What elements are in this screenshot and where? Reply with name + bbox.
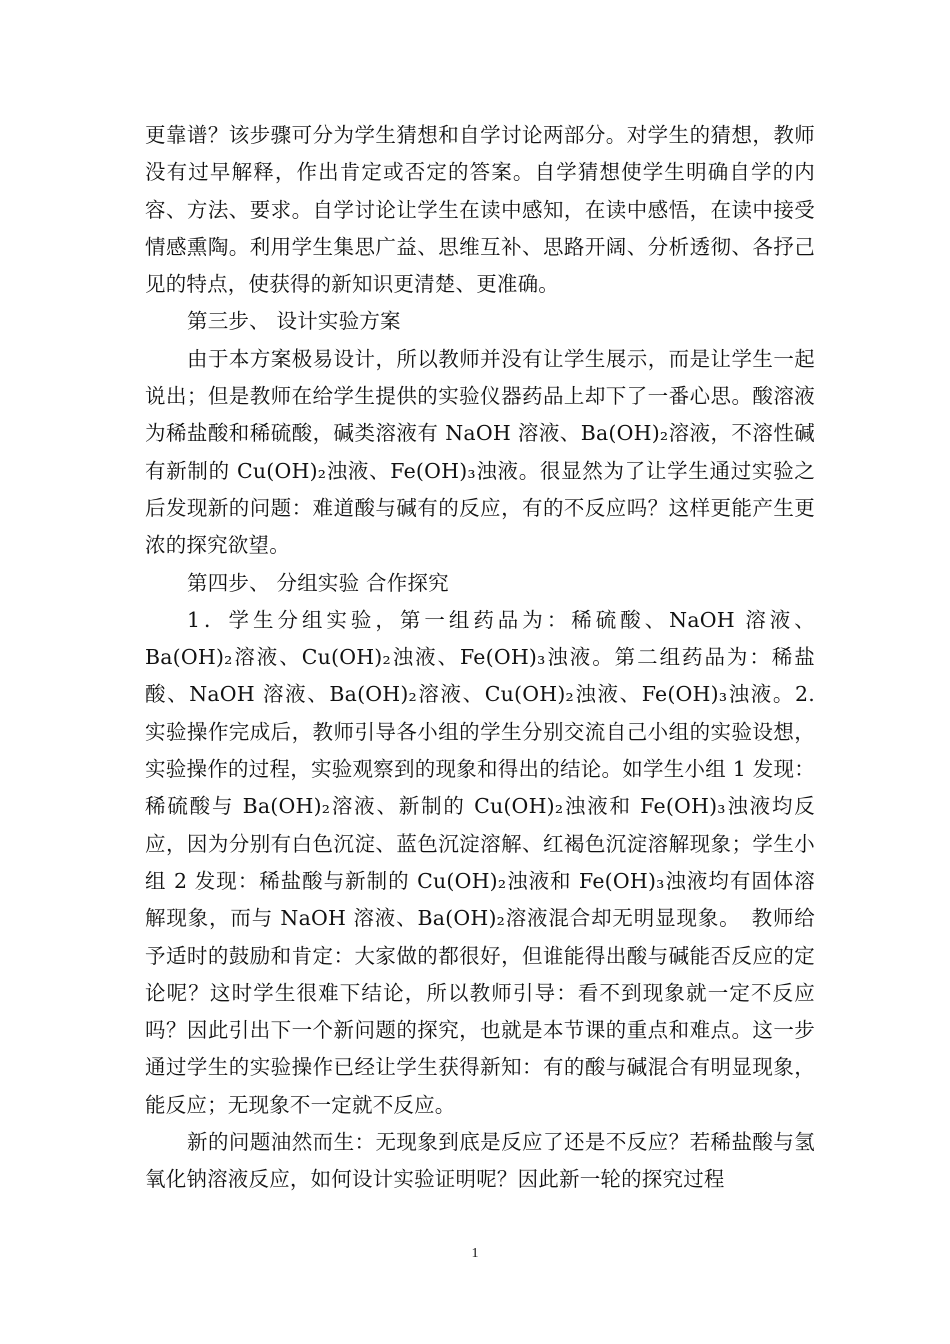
paragraph-1: 更靠谱？该步骤可分为学生猜想和自学讨论两部分。对学生的猜想，教师没有过早解释，作出肯定或否定的答案。自学猜想使学生明确自学的内容、方法、要求。自学讨论让学生在读中感知，在读中感悟，在读中接受情感熏陶。利用学生集思广益、思维互补、思路开阔、分析透彻、各抒己见的特点，使获得的新知识更清楚、更准确。 xyxy=(145,123,815,297)
document-body xyxy=(145,117,815,1199)
step-3-heading: 第三步、 设计实验方案 xyxy=(187,309,401,334)
paragraph-6: 新的问题油然而生：无现象到底是反应了还是不反应？若稀盐酸与氢氧化钠溶液反应，如何设计实验证明呢？因此新一轮的探究过程 xyxy=(145,1130,815,1192)
paragraph-5: 1．学生分组实验，第一组药品为：稀硫酸、NaOH 溶液、Ba(OH)₂溶液、Cu(OH)₂浊液、Fe(OH)₃浊液。第二组药品为：稀盐酸、NaOH 溶液、Ba(OH)₂溶液、Cu(OH)₂浊液、Fe(OH)₃浊液。2. 实验操作完成后，教师引导各小组的学生分别交流自己小组的实验设想，实验操作的过程，实验观察到的现象和得出的结论。如学生小组 1 发现：稀硫酸与 Ba(OH)₂溶液、新制的 Cu(OH)₂浊液和 Fe(OH)₃浊液均反应，因为分别有白色沉淀、蓝色沉淀溶解、红褐色沉淀溶解现象；学生小组 2 发现：稀盐酸与新制的 Cu(OH)₂浊液和 Fe(OH)₃浊液均有固体溶解现象，而与 NaOH 溶液、Ba(OH)₂溶液混合却无明显现象。 教师给予适时的鼓励和肯定：大家做的都很好，但谁能得出酸与碱能否反应的定论呢？这时学生很难下结论，所以教师引导：看不到现象就一定不反应吗？因此引出下一个新问题的探究，也就是本节课的重点和难点。这一步通过学生的实验操作已经让学生获得新知：有的酸与碱混合有明显现象，能反应；无现象不一定就不反应。 xyxy=(145,607,815,1117)
page-number: 1 xyxy=(471,1246,479,1261)
paragraph-3: 由于本方案极易设计，所以教师并没有让学生展示，而是让学生一起说出；但是教师在给学生提供的实验仪器药品上却下了一番心思。酸溶液为稀盐酸和稀硫酸，碱类溶液有 NaOH 溶液、Ba(OH)₂溶液，不溶性碱有新制的 Cu(OH)₂浊液、Fe(OH)₃浊液。很显然为了让学生通过实验之后发现新的问题：难道酸与碱有的反应，有的不反应吗？这样更能产生更浓的探究欲望。 xyxy=(145,346,815,558)
step-4-heading: 第四步、 分组实验 合作探究 xyxy=(187,570,449,595)
